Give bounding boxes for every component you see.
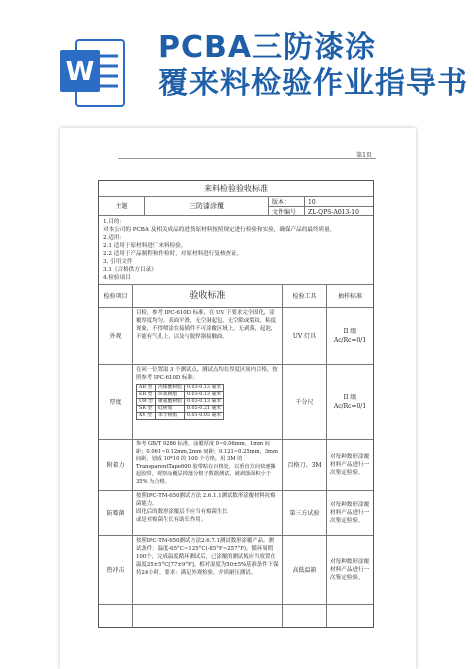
thickness-material: 环氧树脂 (155, 392, 184, 399)
item-adhesion: 附着力 (99, 440, 133, 490)
tool-mold: 第三方试验 (283, 491, 327, 535)
standard-appearance: 目检，参考 IPC-610D 标准，在 UV 下要求完全固化，涂覆厚度均匀，表面平滑，无空洞起包，无空隙或裂纹，粘度现象，不得喷涂在接插件不可涂覆区域上，无剥落，起泡，不能有气孔上，以及与脱焊器接触面。 (133, 308, 283, 364)
item-mold: 防霉菌 (99, 491, 133, 535)
svg-text:W: W (65, 57, 95, 87)
standard-adhesion: 参考 GB/T 9286 标准，涂膜厚度 0~0.06mm，1mm 间距；0.061~0.12mm,2mm 间距；0.121~0.25mm，3mm 间距，划成 10*10 的 100 个方格，用 3M 的 TransparentTape600 胶带贴在百格处，以垂直方向快速撕起胶带，观察涂覆层掉落分格子数据测试，被剥落面积小于 35% 为合格。 (133, 440, 283, 490)
thickness-range: 0.05-0.21 毫米 (184, 406, 223, 413)
header-rule (118, 158, 376, 159)
tool-adhesion: 百格刀、3M (283, 440, 327, 490)
version-value: 10 (308, 199, 316, 206)
purpose-line: 1.目的： (103, 219, 126, 225)
table-row (99, 491, 373, 536)
version-block (269, 197, 373, 215)
table-header-row (99, 285, 373, 308)
table-row-empty (99, 605, 373, 627)
document-page (60, 128, 416, 669)
empty-cell (99, 605, 133, 627)
tool-appearance: UV 灯具 (283, 308, 327, 364)
sampling-adhesion: 对每种数形涂覆材料产品进行一次鉴定检验。 (330, 454, 370, 476)
thickness-row (137, 399, 224, 406)
purpose-line: 4.检验项目 (103, 275, 131, 281)
table-row (99, 365, 373, 440)
col-header-standard: 验收标准 (133, 285, 283, 307)
standard-thermal-shock: 按照IPC-TM-650测试方法2.6.7.1测试数形涂覆产品。测试条件：温度-65°C~125°C(-85°F~257°F)，循环周期100个，完成温度循环测试后，已涂覆的测试板应当放置在温度25±5°C[77±9°F]、相对湿度为50±5%基准条件下保持24小时。要求：满足外观检验，介质耐压测试。 (133, 536, 283, 604)
header-banner (0, 0, 474, 118)
table-row (99, 536, 373, 605)
sampling-thermal-shock: 对每种数形涂覆材料产品进行一次鉴定检验。 (330, 559, 370, 581)
thickness-intro: 在同一位置取 3 个测试点，测试点均在厚度区间内合格，按照参考 IPC-610D 标准： (136, 367, 278, 381)
sampling-thickness: II 级 Ac/Rc=0/1 (333, 394, 367, 410)
table-row (99, 440, 373, 491)
thickness-material: 丙烯酸树脂 (155, 385, 184, 392)
col-header-item: 检验项目 (99, 285, 133, 307)
purpose-line: 2.适用： (103, 235, 126, 241)
banner-title-line1: PCBA三防漆涂 (158, 30, 377, 65)
inspection-form (98, 180, 374, 628)
thickness-type: XY 型 (137, 413, 156, 420)
thickness-table (136, 384, 224, 420)
standard-thickness (133, 365, 283, 439)
empty-cell (327, 605, 373, 627)
col-header-sampling: 抽样标准 (337, 292, 362, 300)
tool-thickness: 千分尺 (283, 365, 327, 439)
subject-row (99, 197, 373, 216)
empty-cell (283, 605, 327, 627)
empty-cell (133, 605, 283, 627)
thickness-row (137, 392, 224, 399)
thickness-range: 0.03-0.13 毫米 (184, 399, 223, 406)
table-row (99, 308, 373, 365)
purpose-row (99, 216, 373, 285)
thickness-row (137, 385, 224, 392)
banner-title-line2: 覆来料检验作业指导书 (158, 66, 468, 101)
thickness-type: ER 型 (137, 392, 156, 399)
thickness-material: 硅树脂 (155, 406, 184, 413)
thickness-row (137, 406, 224, 413)
thickness-type: SR 型 (137, 406, 156, 413)
thickness-material: 聚氨酯树脂 (155, 399, 184, 406)
purpose-line: 3. 引用文件 (103, 259, 133, 265)
purpose-line: 3.1《合格供方目录》 (103, 267, 157, 273)
item-thickness: 厚度 (99, 365, 133, 439)
thickness-row (137, 413, 224, 420)
col-header-tool: 检验工具 (283, 285, 327, 307)
purpose-section (99, 216, 373, 284)
item-thermal-shock: 热冲击 (99, 536, 133, 604)
form-title-row (99, 181, 373, 197)
file-no-value: ZL-QPS-A013-10 (308, 209, 359, 216)
sampling-appearance: II 级 Ac/Rc=0/1 (333, 328, 367, 344)
thickness-type: UR 型 (137, 399, 156, 406)
thickness-material: 苯卡树脂 (155, 413, 184, 420)
form-title: 来料检验验收标准 (204, 184, 268, 193)
thickness-range: 0.03-0.13 毫米 (184, 385, 223, 392)
purpose-line: 2.1 适用于原材料进厂来料检验。 (103, 243, 187, 249)
version-label: 版本： (269, 197, 305, 206)
purpose-line: 对本公司的 PCBA 及相关成品的进货原材料按照规定进行检验和实验，确保产品的最终质量。 (103, 227, 336, 233)
thickness-type: AR 型 (137, 385, 156, 392)
file-no-label: 文件编号 (269, 207, 305, 216)
word-document-icon (58, 36, 128, 110)
thickness-range: 0.01-0.05 毫米 (184, 413, 223, 420)
item-appearance: 外观 (99, 308, 133, 364)
standard-mold: 按照IPC-TM-650测试方法 2.6.1.1测试数形涂覆材料抗霉菌能力。 固化后的数形涂覆层不应当有霉菌生长 或是对霉菌生长有助长作用。 (133, 491, 283, 535)
thickness-range: 0.03-0.13 毫米 (184, 392, 223, 399)
subject-value: 三防漆涂覆 (145, 197, 269, 215)
purpose-line: 2.2 适用于产品制程和作检时，对原材料进行复核查证。 (103, 251, 243, 257)
sampling-mold: 对每种数形涂覆材料产品进行一次鉴定检验。 (330, 502, 370, 524)
banner-title (158, 30, 470, 102)
tool-thermal-shock: 高低温箱 (283, 536, 327, 604)
subject-label: 主题 (99, 197, 145, 215)
page-number: 第1页 (356, 152, 372, 159)
